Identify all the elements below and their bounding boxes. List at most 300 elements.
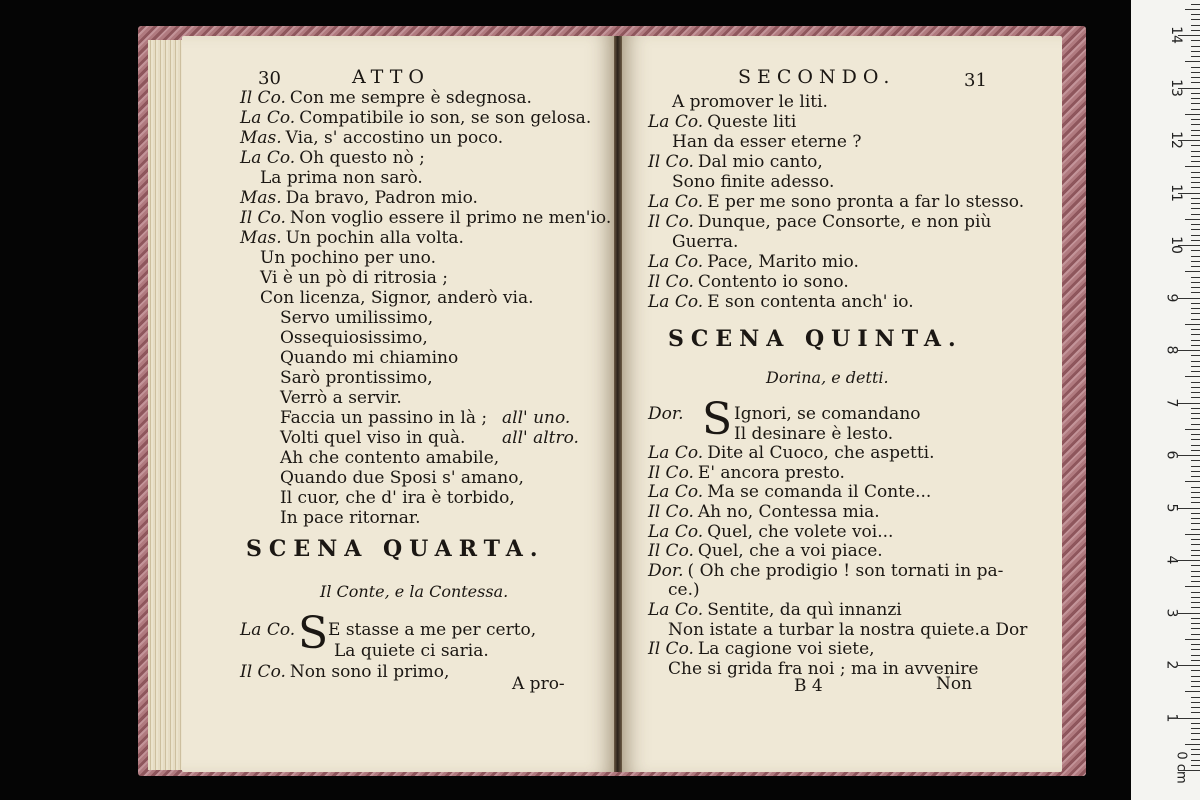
ruler-tick <box>1191 345 1200 346</box>
ruler-tick <box>1178 718 1200 719</box>
speaker-label: Il Co. <box>240 662 286 682</box>
ruler-tick <box>1191 523 1200 524</box>
ruler-tick <box>1191 550 1200 551</box>
verse-text: Un pochino per uno. <box>260 248 437 268</box>
speaker-label: La Co. <box>240 108 296 128</box>
ruler-tick <box>1191 224 1200 225</box>
verse-text: La cagione voi siete, <box>697 639 875 660</box>
ruler-tick <box>1191 476 1200 477</box>
ruler-tick <box>1191 434 1200 435</box>
ruler-tick <box>1191 492 1200 493</box>
ruler-tick <box>1191 660 1200 661</box>
verse-line <box>668 620 1027 640</box>
ruler-tick <box>1191 214 1200 215</box>
verse-line <box>648 192 1024 212</box>
ruler-tick <box>1191 765 1200 766</box>
ruler-tick <box>1185 534 1200 535</box>
ruler-tick <box>1191 371 1200 372</box>
verse-text: Non istate a turbar la nostra quiete.a Dor <box>668 619 1028 640</box>
ruler-number: 8 <box>1163 345 1180 355</box>
right-folio: 31 <box>964 70 987 91</box>
verse-text: Quando mi chiamino <box>280 348 459 368</box>
ruler-tick <box>1191 4 1200 5</box>
ruler-tick <box>1191 261 1200 262</box>
speaker-label: La Co. <box>648 482 704 503</box>
verse-text: E son contenta anch' io. <box>707 292 914 312</box>
ruler-tick <box>1191 418 1200 419</box>
verse-line <box>280 468 524 488</box>
cast-list-quinta: Dorina, e detti. <box>766 368 889 387</box>
verse-text: Pace, Marito mio. <box>707 252 859 272</box>
ruler-tick <box>1191 649 1200 650</box>
ruler-tick <box>1191 355 1200 356</box>
ruler-tick <box>1191 229 1200 230</box>
verse-line <box>668 659 978 679</box>
ruler-tick <box>1178 508 1200 509</box>
verse-text: Con licenza, Signor, anderò via. <box>260 288 534 308</box>
verse-line <box>648 152 823 172</box>
verse-line <box>280 368 433 388</box>
ruler-tick <box>1191 445 1200 446</box>
signature-mark: B 4 <box>794 676 823 696</box>
page-edges <box>148 40 184 770</box>
ruler-tick <box>1191 282 1200 283</box>
verse-line <box>280 388 402 408</box>
ruler-tick <box>1191 25 1200 26</box>
verse-line <box>672 92 828 112</box>
ruler-tick <box>1178 665 1200 666</box>
ruler-tick <box>1191 235 1200 236</box>
ruler-tick <box>1185 639 1200 640</box>
ruler-tick <box>1191 487 1200 488</box>
ruler-tick <box>1191 634 1200 635</box>
ruler-tick <box>1191 30 1200 31</box>
verse-text: Un pochin alla volta. <box>285 228 464 248</box>
ruler-tick <box>1178 350 1200 351</box>
verse-line <box>280 488 515 508</box>
right-page <box>622 36 1062 772</box>
ruler-tick <box>1191 103 1200 104</box>
ruler-tick <box>1185 744 1200 745</box>
ruler-tick <box>1191 686 1200 687</box>
verse-text: ( Oh che prodigio ! son tornati in pa- <box>687 560 1004 581</box>
speaker-label: La Co. <box>648 521 704 542</box>
ruler-tick <box>1185 219 1200 220</box>
ruler-number: 11 <box>1167 183 1184 202</box>
ruler-tick <box>1191 334 1200 335</box>
ruler-tick <box>1191 172 1200 173</box>
ruler-tick <box>1191 670 1200 671</box>
verse-text: Volti quel viso in quà. <box>280 428 466 448</box>
ruler-tick <box>1191 203 1200 204</box>
ruler-tick <box>1191 497 1200 498</box>
ruler-tick <box>1191 681 1200 682</box>
verse-text: Via, s' accostino un poco. <box>285 128 504 148</box>
speaker-label: Il Co. <box>648 152 694 172</box>
stage-direction: all' altro. <box>502 428 579 448</box>
ruler-tick <box>1191 14 1200 15</box>
verse-line <box>260 168 423 188</box>
ruler-tick <box>1185 9 1200 10</box>
ruler-tick <box>1191 72 1200 73</box>
verse-line <box>280 428 465 448</box>
drop-cap: S <box>298 608 329 659</box>
verse-line <box>648 252 859 272</box>
verse-text: Queste liti <box>707 112 797 132</box>
verse-text: E per me sono pronta a far lo stesso. <box>707 192 1025 212</box>
verse-text: In pace ritornar. <box>280 508 421 528</box>
ruler-tick <box>1191 277 1200 278</box>
stage-direction: all' uno. <box>502 408 571 428</box>
verse-text: Sentite, da quì innanzi <box>707 600 902 620</box>
ruler-tick <box>1191 460 1200 461</box>
ruler-tick <box>1191 67 1200 68</box>
ruler-tick <box>1191 592 1200 593</box>
ruler-number: 13 <box>1167 78 1184 97</box>
verse-text: Dal mio canto, <box>697 152 823 172</box>
right-catchword: Non <box>936 674 973 694</box>
speaker-label: Il Co. <box>648 639 694 660</box>
speaker-label: Dor. <box>648 404 684 424</box>
ruler-tick <box>1191 754 1200 755</box>
ruler-tick <box>1185 166 1200 167</box>
ruler-tick <box>1191 739 1200 740</box>
ruler-number: 4 <box>1163 555 1180 565</box>
ruler-tick <box>1191 319 1200 320</box>
ruler-tick <box>1191 576 1200 577</box>
speaker-label: Il Co. <box>648 272 694 292</box>
verse-line <box>648 443 935 463</box>
verse-line <box>672 172 834 192</box>
verse-text: Quando due Sposi s' amano, <box>280 468 524 488</box>
verse-line <box>648 541 883 561</box>
scene-heading-quarta: SCENA QUARTA. <box>246 536 545 562</box>
ruler-tick <box>1191 240 1200 241</box>
speaker-label: La Co. <box>648 292 704 312</box>
verse-text: Compatibile io son, se son gelosa. <box>299 108 592 128</box>
verse-line <box>672 132 861 152</box>
ruler-number: 2 <box>1163 660 1180 670</box>
verse-text: Sono finite adesso. <box>672 172 835 192</box>
measuring-ruler <box>1131 0 1200 800</box>
speaker-label: La Co. <box>648 192 704 212</box>
ruler-number: 1 <box>1163 713 1180 722</box>
ruler-tick <box>1191 82 1200 83</box>
verse-text: Dunque, pace Consorte, e non più <box>697 212 992 232</box>
ruler-tick <box>1191 130 1200 131</box>
verse-text: ce.) <box>668 580 700 601</box>
ruler-tick <box>1191 529 1200 530</box>
ruler-number: 14 <box>1167 26 1184 44</box>
speaker-label: Il Co. <box>240 88 286 108</box>
ruler-tick <box>1191 187 1200 188</box>
scene-heading-quinta: SCENA QUINTA. <box>668 326 963 352</box>
left-running-head: ATTO <box>352 66 430 88</box>
ruler-tick <box>1191 292 1200 293</box>
verse-line <box>240 228 464 248</box>
ruler-tick <box>1191 602 1200 603</box>
speaker-label: Mas. <box>240 228 282 248</box>
verse-line <box>648 212 991 232</box>
ruler-tick <box>1191 676 1200 677</box>
verse-text: Non sono il primo, <box>289 662 450 682</box>
ruler-tick <box>1191 571 1200 572</box>
verse-text: Han da esser eterne ? <box>672 132 862 152</box>
verse-line <box>648 522 893 542</box>
ruler-tick <box>1185 376 1200 377</box>
ruler-tick <box>1191 607 1200 608</box>
verse-text: Ma se comanda il Conte... <box>707 482 932 503</box>
verse-text: A promover le liti. <box>672 92 828 112</box>
ruler-tick <box>1191 156 1200 157</box>
verse-text: Contento io sono. <box>697 272 849 292</box>
ruler-tick <box>1191 250 1200 251</box>
ruler-tick <box>1191 198 1200 199</box>
verse-line <box>648 292 914 312</box>
verse-text: Guerra. <box>672 232 739 252</box>
ruler-tick <box>1191 413 1200 414</box>
verse-text: E' ancora presto. <box>697 462 845 483</box>
left-folio: 30 <box>258 68 281 89</box>
ruler-tick <box>1191 19 1200 20</box>
verse-text: Ah che contento amabile, <box>280 448 500 468</box>
ruler-tick <box>1185 429 1200 430</box>
speaker-label: Mas. <box>240 128 282 148</box>
speaker-label: Dor. <box>648 560 684 581</box>
ruler-tick <box>1185 324 1200 325</box>
verse-line <box>648 600 902 620</box>
ruler-tick <box>1191 135 1200 136</box>
ruler-tick <box>1191 77 1200 78</box>
verse-line <box>648 112 796 132</box>
verse-text: Verrò a servir. <box>280 388 402 408</box>
verse-text: Dite al Cuoco, che aspetti. <box>707 443 935 464</box>
speaker-label: La Co. <box>648 252 704 272</box>
verse-line <box>280 508 421 528</box>
ruler-tick <box>1191 628 1200 629</box>
verse-text: Faccia un passino in là ; <box>280 408 488 428</box>
ruler-number: 3 <box>1163 608 1180 617</box>
verse-line <box>240 662 449 682</box>
ruler-number: 10 <box>1167 236 1184 254</box>
ruler-tick <box>1185 481 1200 482</box>
ruler-tick <box>1191 749 1200 750</box>
ruler-tick <box>1191 151 1200 152</box>
ruler-tick <box>1191 387 1200 388</box>
ruler-tick <box>1191 329 1200 330</box>
verse-text: Vi è un pò di ritrosia ; <box>260 268 449 288</box>
ruler-number: 12 <box>1167 131 1184 149</box>
ruler-tick <box>1191 266 1200 267</box>
ruler-tick <box>1191 303 1200 304</box>
ruler-tick <box>1191 728 1200 729</box>
drop-cap: S <box>702 394 733 445</box>
speaker-label: La Co. <box>648 443 704 464</box>
ruler-tick <box>1191 471 1200 472</box>
verse-line <box>240 88 532 108</box>
ruler-tick <box>1191 581 1200 582</box>
verse-line <box>260 288 534 308</box>
ruler-tick <box>1191 723 1200 724</box>
verse-text: Ah no, Contessa mia. <box>697 502 880 522</box>
ruler-tick <box>1191 392 1200 393</box>
ruler-tick <box>1185 691 1200 692</box>
ruler-tick <box>1191 46 1200 47</box>
verse-line <box>260 268 448 288</box>
cast-list-quarta: Il Conte, e la Contessa. <box>320 582 509 601</box>
right-running-head: SECONDO. <box>738 66 896 88</box>
ruler-number: 5 <box>1163 503 1180 512</box>
ruler-tick <box>1185 271 1200 272</box>
verse-text: Ignori, se comandano <box>734 404 921 424</box>
ruler-tick <box>1191 555 1200 556</box>
ruler-tick <box>1178 455 1200 456</box>
ruler-number: 9 <box>1163 293 1180 302</box>
ruler-tick <box>1191 93 1200 94</box>
ruler-tick <box>1178 613 1200 614</box>
ruler-tick <box>1191 502 1200 503</box>
verse-text: La prima non sarò. <box>260 168 423 188</box>
ruler-tick <box>1191 697 1200 698</box>
verse-text: Non voglio essere il primo ne men'io. <box>289 208 612 228</box>
verse-line <box>672 232 738 252</box>
ruler-tick <box>1191 366 1200 367</box>
ruler-tick <box>1191 56 1200 57</box>
verse-line <box>240 108 591 128</box>
ruler-tick <box>1191 655 1200 656</box>
ruler-tick <box>1191 618 1200 619</box>
verse-line <box>260 248 436 268</box>
ruler-tick <box>1178 298 1200 299</box>
ruler-tick <box>1191 124 1200 125</box>
verse-text: E stasse a me per certo, <box>328 620 537 640</box>
ruler-tick <box>1185 114 1200 115</box>
ruler-tick <box>1191 340 1200 341</box>
verse-text: Con me sempre è sdegnosa. <box>289 88 532 108</box>
ruler-tick <box>1191 623 1200 624</box>
ruler-tick <box>1191 760 1200 761</box>
verse-line <box>334 641 489 661</box>
ruler-tick <box>1191 40 1200 41</box>
ruler-tick <box>1191 313 1200 314</box>
verse-line <box>240 148 425 168</box>
speaker-label: Il Co. <box>648 212 694 232</box>
ruler-tick <box>1191 177 1200 178</box>
ruler-tick <box>1191 513 1200 514</box>
verse-line <box>280 408 487 428</box>
ruler-tick <box>1191 518 1200 519</box>
ruler-tick <box>1191 109 1200 110</box>
ruler-tick <box>1191 182 1200 183</box>
left-catchword: A pro- <box>512 674 565 694</box>
verse-text: Che si grida fra noi ; ma in avvenire <box>668 658 979 679</box>
ruler-tick <box>1191 565 1200 566</box>
speaker-label: Il Co. <box>648 541 694 562</box>
verse-line <box>668 580 700 600</box>
verse-line <box>648 561 1003 581</box>
ruler-tick <box>1191 702 1200 703</box>
ruler-number: 6 <box>1163 450 1180 460</box>
ruler-tick <box>1191 707 1200 708</box>
ruler-tick <box>1191 450 1200 451</box>
ruler-tick <box>1191 733 1200 734</box>
verse-line <box>648 463 845 483</box>
speaker-label: Il Co. <box>648 502 694 522</box>
verse-line <box>648 639 875 659</box>
ruler-tick <box>1191 256 1200 257</box>
verse-text: Da bravo, Padron mio. <box>285 188 478 208</box>
speaker-label: Mas. <box>240 188 282 208</box>
ruler-tick <box>1191 98 1200 99</box>
ruler-tick <box>1191 544 1200 545</box>
ruler-number: 7 <box>1163 398 1180 407</box>
book-gutter <box>614 36 622 772</box>
verse-text: Il desinare è lesto. <box>734 423 894 444</box>
verse-text: Ossequiosissimo, <box>280 328 428 348</box>
ruler-tick <box>1191 361 1200 362</box>
ruler-tick <box>1191 466 1200 467</box>
verse-text: La quiete ci saria. <box>334 641 489 661</box>
verse-line <box>240 128 503 148</box>
verse-line <box>240 188 478 208</box>
left-page <box>182 36 614 772</box>
verse-line <box>280 328 428 348</box>
verse-text: Quel, che a voi piace. <box>697 541 883 562</box>
ruler-unit-label: 0 cm <box>1173 751 1189 784</box>
ruler-tick <box>1191 397 1200 398</box>
ruler-tick <box>1191 597 1200 598</box>
speaker-label: La Co. <box>648 600 704 620</box>
speaker-label: Il Co. <box>648 462 694 483</box>
verse-line <box>280 448 499 468</box>
verse-text: Il cuor, che d' ira è torbido, <box>280 488 515 508</box>
speaker-label: La Co. <box>648 112 704 132</box>
ruler-tick <box>1191 439 1200 440</box>
verse-line <box>280 348 458 368</box>
verse-line <box>734 424 893 444</box>
verse-line <box>280 308 433 328</box>
ruler-tick <box>1191 308 1200 309</box>
ruler-tick <box>1191 424 1200 425</box>
ruler-tick <box>1178 403 1200 404</box>
ruler-tick <box>1191 145 1200 146</box>
ruler-tick <box>1185 586 1200 587</box>
ruler-tick <box>1191 408 1200 409</box>
verse-text: Sarò prontissimo, <box>280 368 433 388</box>
ruler-tick <box>1191 119 1200 120</box>
verse-line <box>648 482 931 502</box>
verse-text: Quel, che volete voi... <box>707 521 894 542</box>
verse-line <box>240 208 611 228</box>
verse-line <box>648 502 880 522</box>
ruler-tick <box>1178 560 1200 561</box>
ruler-tick <box>1191 287 1200 288</box>
ruler-tick <box>1191 161 1200 162</box>
speaker-label: La Co. <box>240 148 296 168</box>
ruler-tick <box>1191 382 1200 383</box>
verse-text: Oh questo nò ; <box>299 148 425 168</box>
verse-text: Servo umilissimo, <box>280 308 434 328</box>
ruler-tick <box>1191 712 1200 713</box>
ruler-tick <box>1191 539 1200 540</box>
ruler-tick <box>1191 644 1200 645</box>
verse-line <box>648 272 849 292</box>
ruler-tick <box>1185 61 1200 62</box>
ruler-tick <box>1191 51 1200 52</box>
speaker-label: La Co. <box>240 620 296 640</box>
ruler-tick <box>1191 208 1200 209</box>
speaker-label: Il Co. <box>240 208 286 228</box>
